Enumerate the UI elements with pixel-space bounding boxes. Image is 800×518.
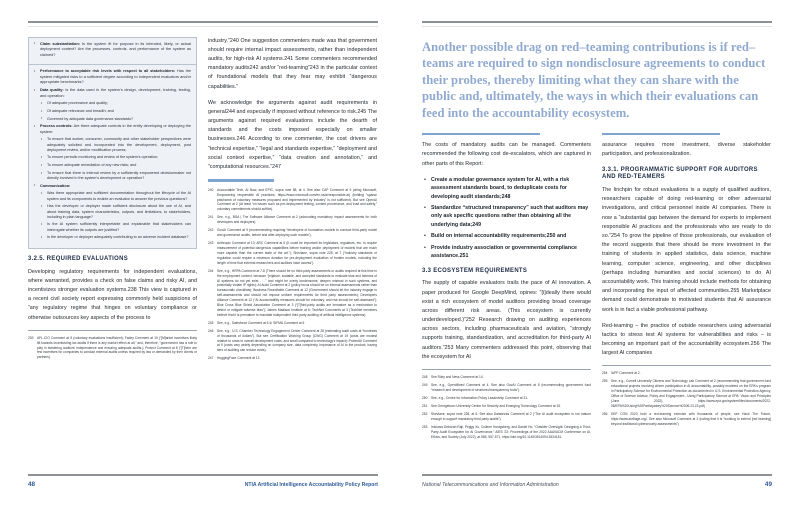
footnote	[208, 356, 377, 361]
footnote-number: 245	[208, 320, 214, 325]
left-page-column-2	[208, 37, 377, 365]
callout-text: Is the system fit for purpose in its intended, likely, or actual deployment context? Are the processes, controls, and performance of the system as claimed?	[40, 41, 191, 57]
footnote-number: 252	[422, 412, 428, 417]
footnote-text: Shevlane, supra note 228, at 6. See also Databricks Comment at 2 (“The AI audit ecosystem is not mature enough to support mandatory third party audits”).	[431, 412, 591, 421]
callout-list-b	[33, 69, 191, 240]
footer-inner	[0, 474, 400, 488]
right-page-column-2	[602, 126, 771, 443]
callout-subitem: • To ensure that worker, consumer, community and other stakeholder perspectives were adequately solicited and incorporated into the development, deployment, post deployment review, and/or modification process;	[40, 137, 191, 153]
footnote	[422, 404, 591, 409]
footnote-text: HuggingFace Comment at 12.	[217, 356, 261, 361]
page-right	[400, 0, 800, 518]
footnote-text: See, e.g., OpenMined Comment at 4. See also GovAI Comment at 8 (recommending government fund “research and development of structured transparency tools”).	[431, 382, 591, 392]
footnote-number: 254	[602, 371, 608, 376]
footnote-text: Accountable Tech, AI Now, and EPIC, supra note 58, at 4. See also CAP Comment at 9 (citing Microsoft, Empowering responsible AI practices, https://www.microsoft.com/en-us/ai/responsible-ai) (knitting “sparse patchwork of voluntary measures proposed and implemented by industry” is not sufficient). But see OpenAI Comment at 2 (At least “on issues such as pre-deployment testing, content provenance, and trust and safety,” voluntary commitments should suffice).	[217, 187, 377, 212]
body-paragraph: Developing regulatory requirements for independent evaluations, where warranted, provides a check on false claims and risky AI, and incentivizes stronger evaluation systems.238 This view is captured in a recent civil society report expressing commonly held suspicions of “any regulatory regime that hinges on voluntary compliance or otherwise outsources key aspects of the process to	[28, 268, 197, 321]
footnote-text: IAPP Comment at 2.	[611, 371, 641, 376]
body-paragraph: The supply of capable evaluators trails the pace of AI innovation. A paper produced for Google DeepMind, opines: “[i]deally there would exist a rich ecosystem of model auditors providing broad coverage across different risk areas. (This ecosystem is currently underdeveloped.)”252 Research drawing on auditing experiences across sectors, including pharmaceuticals and aviation, “strongly supports training, standardization, and accreditation for third-party AI auditors.”253 Many commenters addressed this point, observing that the ecosystem for AI	[422, 280, 591, 360]
footnote-accent-bar	[208, 179, 274, 182]
callout-text: Has the system mitigated risks to a sufficient degree according to independent evaluators and/or appropriate benchmarks?	[40, 69, 191, 85]
footnote-number: 251	[422, 403, 428, 408]
footnote	[208, 241, 377, 265]
body-paragraph: industry.”240 One suggestion commenters made was that government should require internal impact assessments, rather than independent audits, for high-risk AI systems.241 Some commenters recommended mandatory audits242 and/or “red-teaming”243 in the particular context of foundational models that they fear may exhibit “dangerous capabilities.”	[208, 37, 377, 90]
footer-title: NTIA Artificial Intelligence Accountability Policy Report	[244, 481, 378, 488]
body-paragraph: assurance requires more investment, diverse stakeholder participation, and professionalization.	[602, 142, 771, 158]
footnote-number: 248	[422, 374, 428, 379]
callout-sublist	[40, 101, 191, 122]
callout-term: Data quality:	[40, 88, 64, 93]
callout-item-communication	[33, 184, 191, 241]
pull-quote: Another possible drag on red–teaming contributions is if red–teams are required to sign nondisclosure agreements to conduct their probes, thereby limiting what they can share with the public and, ultimately, the ways in which their evaluations can feed into the accountability ecosystem.	[422, 39, 766, 121]
page-number: 48	[28, 480, 36, 488]
page-top-rule	[422, 21, 772, 23]
footnote-number: 247	[208, 356, 214, 361]
cost-deescalators-list	[422, 176, 591, 261]
footnote	[602, 379, 771, 408]
footnote-rule	[602, 365, 771, 366]
footnote	[208, 215, 377, 225]
right-page-columns	[422, 126, 772, 443]
callout-sublist	[40, 191, 191, 240]
footnote	[28, 336, 197, 360]
footnote-number: 243	[208, 241, 214, 246]
page-top-rule-faint	[28, 26, 378, 27]
body-paragraph: We acknowledge the arguments against audit requirements in general244 and especially if imposed without reference to risk.245 The arguments against required evaluations include the dearth of standards and the costs imposed especially on smaller businesses.246 According to one commenter, the cost drivers are “technical expertise,” “legal and standards expertise,” “deployment and social context expertise,” “data creation and annotation,” and “computational resources.”247	[208, 99, 378, 171]
footnote-number: 246	[208, 328, 214, 333]
footer-inner	[400, 474, 800, 488]
list-item: • Build on internal accountability requirements;250 and	[422, 232, 591, 240]
footer-row	[28, 476, 378, 488]
callout-list-a	[33, 42, 191, 58]
footnote-number: 239	[28, 335, 34, 340]
callout-text: Is the data used in the system's design, development, training, testing, and operation:	[40, 88, 191, 98]
footnote-text: See, e.g., Salesforce Comment at 5-6; SIFMA Comment at 6	[217, 320, 305, 325]
list-item: • Standardize “structured transparency” such that auditors may only ask specific questions rather than obtaining all the underlying data;249	[422, 204, 591, 229]
callout-box-claim	[28, 37, 197, 66]
footnote	[602, 371, 771, 376]
footnote	[422, 396, 591, 401]
callout-text: Are there adequate controls in the entity developing or deploying the system:	[40, 124, 191, 134]
footnote-rule	[422, 369, 591, 370]
callout-term: Claim substantiation:	[40, 41, 80, 46]
footnote	[602, 412, 771, 427]
callout-subitem: • Has the developer or deployer made sufficient disclosure about the use of AI, and about training data, system characteristics, outputs, and limitations, to stakeholders, including in plain language?	[40, 204, 191, 220]
footnote-text: Anthropic Comment at 10; ARC Comment at 6 (It could be important for legislators, regulators, etc. to require measurement of potential dangerous capabilities before training and/or deployment of models that are much more capable than the current state of the art.”); Shevlane, supra note 228, at 7 (“Industry standards or regulation could require a minimum duration for pre-deployment evaluation of frontier models, including the length of time that external researchers and auditors have access”).	[217, 241, 377, 265]
body-paragraph: Red-teaming – the practice of outside researchers using adversarial tactics to stress test AI systems for vulnerabilities and risks – is becoming an important part of the accountability ecosystem.256 The largest AI companies	[602, 322, 771, 357]
footer-row	[422, 476, 772, 488]
callout-subitem: • Of adequate relevance and breadth; and	[40, 109, 191, 114]
callout-subitem: • Is the developer or deployer adequately contributing to an adverse incident database?	[40, 235, 191, 240]
callout-term: Performance to acceptable risk levels with respect to all stakeholders:	[40, 69, 176, 74]
callout-term: Communication:	[40, 183, 71, 188]
footnote-number: 249	[422, 382, 428, 387]
page-number: 49	[764, 480, 772, 488]
callout-subitem: • Governed by adequate data governance standards?	[40, 117, 191, 122]
callout-term: Process controls:	[40, 124, 73, 129]
left-page-columns	[28, 37, 378, 365]
right-page-column-1	[422, 126, 591, 443]
footer-agency: National Telecommunications and Information Administration	[422, 481, 559, 488]
page-footer-right	[400, 474, 800, 518]
footnote-text: See, e.g., Cornell University Citizens and Technology Lab Comment at 2 (recommending that government fund educational projects involving citizen participation in AI accountability, possibly modeled on the EPA's program in Participatory Science for Environmental Protection as documented in U.S. Environmental Protection Agency, Office of Science Advisor, Policy and Engagement., Using Participatory Science at EPA: Vision and Principles (June 2022), https://www.epa.gov/system/files/documents/2022-06/EPA%20Using%20Participatory%20Science%2006.23.22.pdf)	[611, 379, 771, 408]
footnote	[208, 269, 377, 318]
callout-box-criteria	[28, 65, 197, 249]
footnote	[208, 321, 377, 326]
footnote-number: 244	[208, 268, 214, 273]
footnote	[422, 375, 591, 380]
footnote	[422, 412, 591, 422]
body-paragraph: The costs of mandatory audits can be managed. Commenters recommended the following cost de-escalators, which are captured in other parts of this Report:	[422, 142, 591, 167]
footnote	[208, 329, 377, 353]
footnote-text: See Riley and Ness Comment at 14.	[431, 374, 484, 379]
footnote	[208, 188, 377, 212]
section-heading-325: 3.2.5. REQUIRED EVALUATIONS	[28, 256, 129, 262]
footnote-text: See Georgetown University Center for Security and Emerging Technology Comment at 15.	[431, 403, 562, 408]
body-paragraph: The linchpin for robust evaluations is a supply of qualified auditors, researchers capable of doing red-teaming or other adversarial investigations, and critical personnel inside AI companies. There is now a “substantial gap between the demand for experts to implement responsible AI practices and the professionals who are ready to do so.”254 To grow the pipeline of those professionals, our evaluation of the record suggests that there should be more investment in the training of students in applied statistics, data science, machine learning, computer science, engineering, and other disciplines (perhaps including humanities and social sciences) to do AI accountability work. This training should include methods for obtaining and incorporating the input of affected communities.255 Marketplace demand could demonstrate to motivated students that AI assurance work is in fact a viable professional pathway.	[602, 187, 771, 313]
column-accent-bar	[602, 133, 720, 136]
footnote-text: GovAI Comment at 9 (recommending requiring “developers of foundation models to conduct third-party model and governance audits, before and after deploying such models”).	[217, 228, 377, 238]
footnote-text: See, e.g., U.S. Chamber Technology Engagement Center Comment at 28 (estimating audit costs at “hundreds of thousands of dollars”). But see Certification Working Group (CWG) Comment at 19 (costs are modest relative to costs to overall development costs, and small compared to technology's impact); ProtectAI Comment at 9 (costs vary widely depending on company size, data complexity, importance of AI to the product; having tiers of auditing can reduce costs).	[217, 328, 377, 353]
footnote-number: 241	[208, 215, 214, 220]
callout-item-process-controls	[33, 124, 191, 181]
callout-sublist	[40, 137, 191, 181]
left-page-column-1	[28, 37, 197, 365]
footnote-number: 250	[422, 395, 428, 400]
footnote-text: See, e.g., Centre for Information Policy Leadership Comment at 31.	[431, 395, 529, 400]
footnote	[422, 383, 591, 393]
page-footer-left	[0, 474, 400, 518]
section-heading-33: 3.3 ECOSYSTEM REQUIREMENTS	[422, 267, 528, 274]
footnote-text: See, e.g., HRPA Comment at 7-8 (There should be no third-party assessments or audits required at this time in the employment context, because “[m]ature, scalable, and accepted standards to evaluate bias and fairness of AI systems do not yet exist . . .” and might be overly burdensome, deepen mistrust in such systems, and potentially violate IP rights); AI Audit Comment at 2 (policy focus should be on internal assessments rather than bureaucratic checklists); Business Roundtable Comment at 12 (Government should let the industry engage in self-assessments and should not impose uniform requirements for third party assessments); Developers Alliance Comment at 12 (“AI accountability measures should be voluntary, and risk should be self-assessed”); Blue Cross Blue Shield Association Comment at 3 (“[T]hird-party audits are immature as a mechanism to detect or mitigate adverse bias”); James Madison Institute at 6; TechNet Comments at 3 (TechNet members believe that it is premature to mandate independent third party auditing of artificial intelligence systems).	[217, 268, 377, 317]
callout-item	[33, 42, 191, 58]
list-item: • Create a modular governance system for AI, with a risk assessment standards board, to deduplicate costs for developing audit standards;248	[422, 176, 591, 201]
footnote-text: See, e.g., BSA | The Software Alliance Comment at 2 (advocating mandatory impact assessments for both developers and deployers).	[217, 215, 377, 225]
column-accent-bar	[422, 133, 540, 136]
footnote-text: DEF CON 2023 held a red-teaming exercise with thousands of people; see Hack The Future, https://www.aivillage.org/. See also Microsoft Comment at 3 (noting that it is “working to extend [red teaming] beyond traditional cybersecurity assessments”)	[611, 411, 771, 426]
callout-subitem: • To ensure adequate remediation of any new risks; and	[40, 163, 191, 168]
page-top-rule	[28, 21, 378, 23]
callout-subitem: • Of adequate provenance and quality;	[40, 101, 191, 106]
footnote-number: 253	[422, 424, 428, 429]
footnote-text: AFL-CIO Comment at 5 (voluntary evaluations insufficient); Farley Comment at 19 (“[M]arket incentives likely tilt towards incentivizing lax audits if there is any market effect at all,” and, therefore, “government has a role to play in bolstering auditors' independence and ensuring adequate audits.); Protect Comment at 8 (“[T]here are few incentives for companies to conduct external audits unless required by law or demanded by their clients or partners).	[37, 335, 197, 360]
footnote-number: 255	[602, 379, 608, 384]
footnote-number: 242	[208, 228, 214, 233]
callout-subitem: • Was there appropriate and sufficient documentation throughout the lifecycle of the AI system and its components to enable an evaluator to answer the previous questions?	[40, 191, 191, 202]
callout-subitem: • Is the AI system sufficiently interpretable and explainable that stakeholders can interrogate whether its outputs are justified?	[40, 222, 191, 233]
footnote-number: 256	[602, 411, 608, 416]
list-item: • Provide industry association or governmental compliance assistance.251	[422, 244, 591, 261]
page-top-rule-faint	[422, 26, 772, 27]
callout-subitem: • To ensure periodic monitoring and review of the system's operation;	[40, 155, 191, 160]
footnote-rule	[28, 330, 197, 331]
callout-item-data-quality	[33, 88, 191, 122]
footnote	[422, 425, 591, 440]
callout-item-performance	[33, 69, 191, 85]
footnote-text: Inioluwa Deborah Raji, Peggy Xu, Colleen Honigsberg, and Daniel Ho, “Outsider Oversight: Designing a Third-Party Audit Ecosystem for AI Governance,” AIES '22: Proceedings of the 2022 AAAI/ACM Conference on AI, Ethics, and Society (July 2022), at 565, 557-571, https://doi.org/10.1145/3514094.3534181.	[431, 424, 591, 439]
footnote-number: 240	[208, 187, 214, 192]
footnote	[208, 228, 377, 238]
section-heading-331: 3.3.1. PROGRAMMATIC SUPPORT FOR AUDITORS AND RED-TEAMERS	[602, 166, 758, 181]
callout-subitem: • To ensure that there is internal review by a sufficiently empowered decisionmaker not directly involved in the system's development or operation?	[40, 171, 191, 182]
